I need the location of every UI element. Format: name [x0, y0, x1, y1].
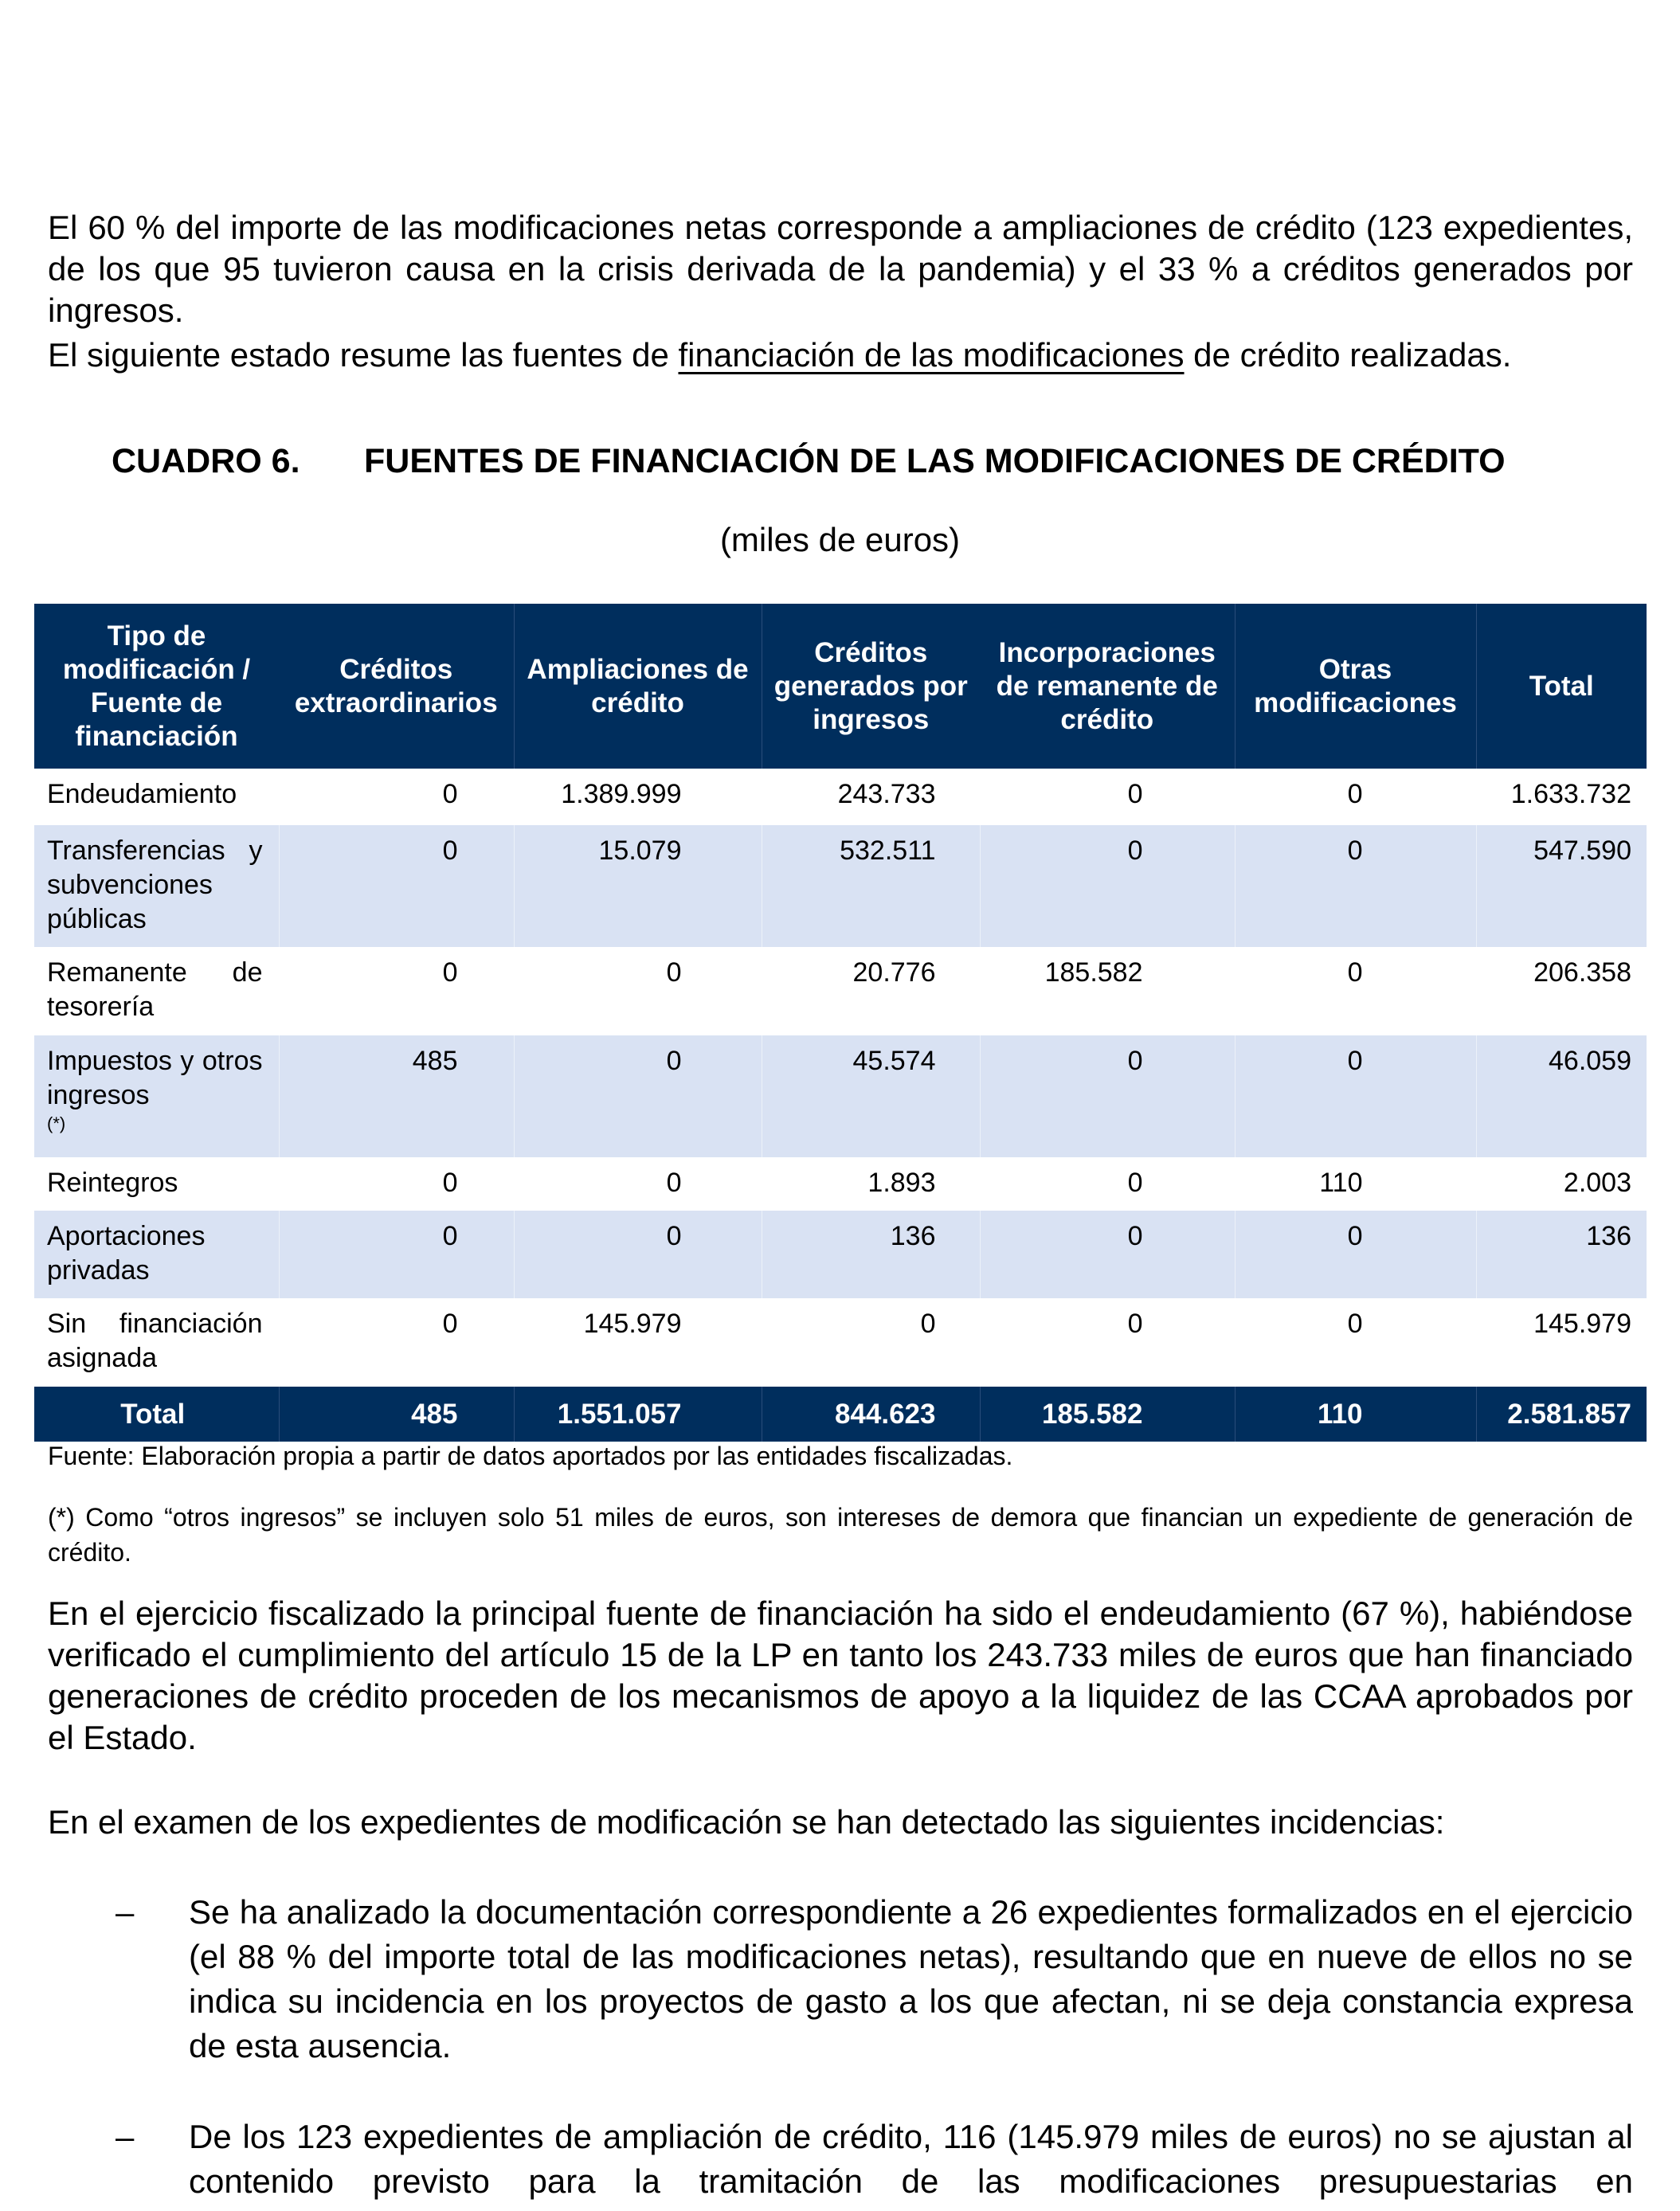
cell-incorporaciones: 185.582 — [980, 947, 1235, 1035]
total-grand: 2.581.857 — [1476, 1387, 1647, 1442]
header-total: Total — [1476, 604, 1647, 769]
cell-creditos-generados: 1.893 — [762, 1157, 980, 1211]
total-incorporaciones: 185.582 — [980, 1387, 1235, 1442]
table-intro-paragraph — [48, 335, 1633, 376]
total-label: Total — [34, 1387, 279, 1442]
header-incorporaciones: Incorporaciones de remanente de crédito — [980, 604, 1235, 769]
cell-creditos-generados: 243.733 — [762, 769, 980, 825]
cell-total: 145.979 — [1476, 1298, 1647, 1387]
table-number: CUADRO 6. — [112, 442, 300, 480]
footnote: (*) Como “otros ingresos” se incluyen solo 51 miles de euros, son intereses de demora que financian un expediente de generación de crédito. — [48, 1503, 1633, 1567]
cell-creditos-generados: 45.574 — [762, 1035, 980, 1157]
row-label-cell — [34, 1035, 279, 1157]
cell-ampliaciones: 145.979 — [514, 1298, 762, 1387]
cell-ampliaciones: 0 — [514, 1035, 762, 1157]
table-row — [34, 769, 1647, 825]
header-creditos-extraordinarios: Créditos extraordinarios — [279, 604, 514, 769]
table-intro-text-before: El siguiente estado resume las fuentes de — [48, 336, 679, 374]
row-label: Endeudamiento — [34, 769, 279, 825]
footnote-marker: (*) — [47, 1113, 66, 1133]
table-heading — [112, 440, 1506, 482]
cell-creditos-generados: 0 — [762, 1298, 980, 1387]
header-ampliaciones: Ampliaciones de crédito — [514, 604, 762, 769]
total-creditos-extraordinarios: 485 — [279, 1387, 514, 1442]
cell-creditos-extraordinarios: 0 — [279, 825, 514, 947]
row-label: Transferencias y subvenciones públicas — [34, 825, 279, 947]
cell-otras: 110 — [1235, 1157, 1476, 1211]
row-label: Sin financiación asignada — [34, 1298, 279, 1387]
cell-creditos-extraordinarios: 0 — [279, 947, 514, 1035]
cell-ampliaciones: 0 — [514, 1157, 762, 1211]
bullet-text: Se ha analizado la documentación correspondiente a 26 expedientes formalizados en el ejercicio (el 88 % del importe total de las modificaciones netas), resultando que en nueve de ellos no se indica su incidencia en los proyectos de gasto a los que afectan, ni se deja constancia expresa de esta ausencia. — [189, 1893, 1633, 2064]
row-label: Reintegros — [34, 1157, 279, 1211]
header-otras-modificaciones: Otras modificaciones — [1235, 604, 1476, 769]
table-units: (miles de euros) — [719, 521, 961, 558]
cell-total: 1.633.732 — [1476, 769, 1647, 825]
table-row — [34, 1035, 1647, 1157]
header-tipo: Tipo de modificación / Fuente de financiación — [34, 604, 279, 769]
cell-otras: 0 — [1235, 825, 1476, 947]
cell-total: 46.059 — [1476, 1035, 1647, 1157]
table-title: FUENTES DE FINANCIACIÓN DE LAS MODIFICACIONES DE CRÉDITO — [364, 442, 1506, 480]
cell-creditos-extraordinarios: 0 — [279, 1157, 514, 1211]
total-ampliaciones: 1.551.057 — [514, 1387, 762, 1442]
cell-ampliaciones: 1.389.999 — [514, 769, 762, 825]
cell-otras: 0 — [1235, 1035, 1476, 1157]
cell-creditos-generados: 136 — [762, 1211, 980, 1298]
table-header-row — [34, 604, 1647, 769]
row-label: Aportaciones privadas — [34, 1211, 279, 1298]
bullet-text: De los 123 expedientes de ampliación de crédito, 116 (145.979 miles de euros) no se ajustan al contenido previsto para la tramitación de las modificaciones presupuestarias en — [189, 2118, 1633, 2200]
dash-bullet-icon: – — [116, 2118, 135, 2155]
cell-incorporaciones: 0 — [980, 1157, 1235, 1211]
row-label: Remanente de tesorería — [34, 947, 279, 1035]
table-intro-text-after: de crédito realizadas. — [1184, 336, 1512, 374]
incidences-intro: En el examen de los expedientes de modificación se han detectado las siguientes incidencias: — [48, 1803, 1445, 1841]
cell-creditos-generados: 532.511 — [762, 825, 980, 947]
header-creditos-generados: Créditos generados por ingresos — [762, 604, 980, 769]
financing-link[interactable]: financiación de las modificaciones — [678, 336, 1185, 374]
cell-incorporaciones: 0 — [980, 769, 1235, 825]
cell-creditos-extraordinarios: 0 — [279, 769, 514, 825]
total-otras: 110 — [1235, 1387, 1476, 1442]
cell-otras: 0 — [1235, 1211, 1476, 1298]
cell-ampliaciones: 0 — [514, 1211, 762, 1298]
row-label: Impuestos y otros ingresos — [47, 1046, 263, 1110]
cell-otras: 0 — [1235, 769, 1476, 825]
cell-ampliaciones: 0 — [514, 947, 762, 1035]
table-row — [34, 1157, 1647, 1211]
table-row — [34, 947, 1647, 1035]
cell-creditos-extraordinarios: 0 — [279, 1298, 514, 1387]
intro-paragraph: El 60 % del importe de las modificaciones netas corresponde a ampliaciones de crédito (123 expedientes, de los que 95 tuvieron causa en la crisis derivada de la pandemia) y el 33 % a créditos generados por ingresos. — [48, 209, 1633, 329]
dash-bullet-icon: – — [116, 1893, 135, 1931]
cell-incorporaciones: 0 — [980, 1035, 1235, 1157]
table-row — [34, 1211, 1647, 1298]
cell-total: 136 — [1476, 1211, 1647, 1298]
cell-total: 2.003 — [1476, 1157, 1647, 1211]
financing-sources-table — [34, 604, 1647, 1442]
cell-creditos-generados: 20.776 — [762, 947, 980, 1035]
cell-total: 206.358 — [1476, 947, 1647, 1035]
cell-otras: 0 — [1235, 1298, 1476, 1387]
cell-creditos-extraordinarios: 485 — [279, 1035, 514, 1157]
source-note: Fuente: Elaboración propia a partir de datos aportados por las entidades fiscalizadas. — [48, 1442, 1013, 1470]
cell-ampliaciones: 15.079 — [514, 825, 762, 947]
cell-creditos-extraordinarios: 0 — [279, 1211, 514, 1298]
cell-incorporaciones: 0 — [980, 825, 1235, 947]
financing-paragraph: En el ejercicio fiscalizado la principal fuente de financiación ha sido el endeudamiento (67 %), habiéndose verificado el cumplimiento del artículo 15 de la LP en tanto los 243.733 miles de euros que han financiado generaciones de crédito proceden de los mecanismos de apoyo a la liquidez de las CCAA aprobados por el Estado. — [48, 1595, 1633, 1756]
cell-incorporaciones: 0 — [980, 1211, 1235, 1298]
table-row — [34, 1298, 1647, 1387]
cell-total: 547.590 — [1476, 825, 1647, 947]
table-total-row — [34, 1387, 1647, 1442]
total-creditos-generados: 844.623 — [762, 1387, 980, 1442]
cell-otras: 0 — [1235, 947, 1476, 1035]
table-row — [34, 825, 1647, 947]
cell-incorporaciones: 0 — [980, 1298, 1235, 1387]
